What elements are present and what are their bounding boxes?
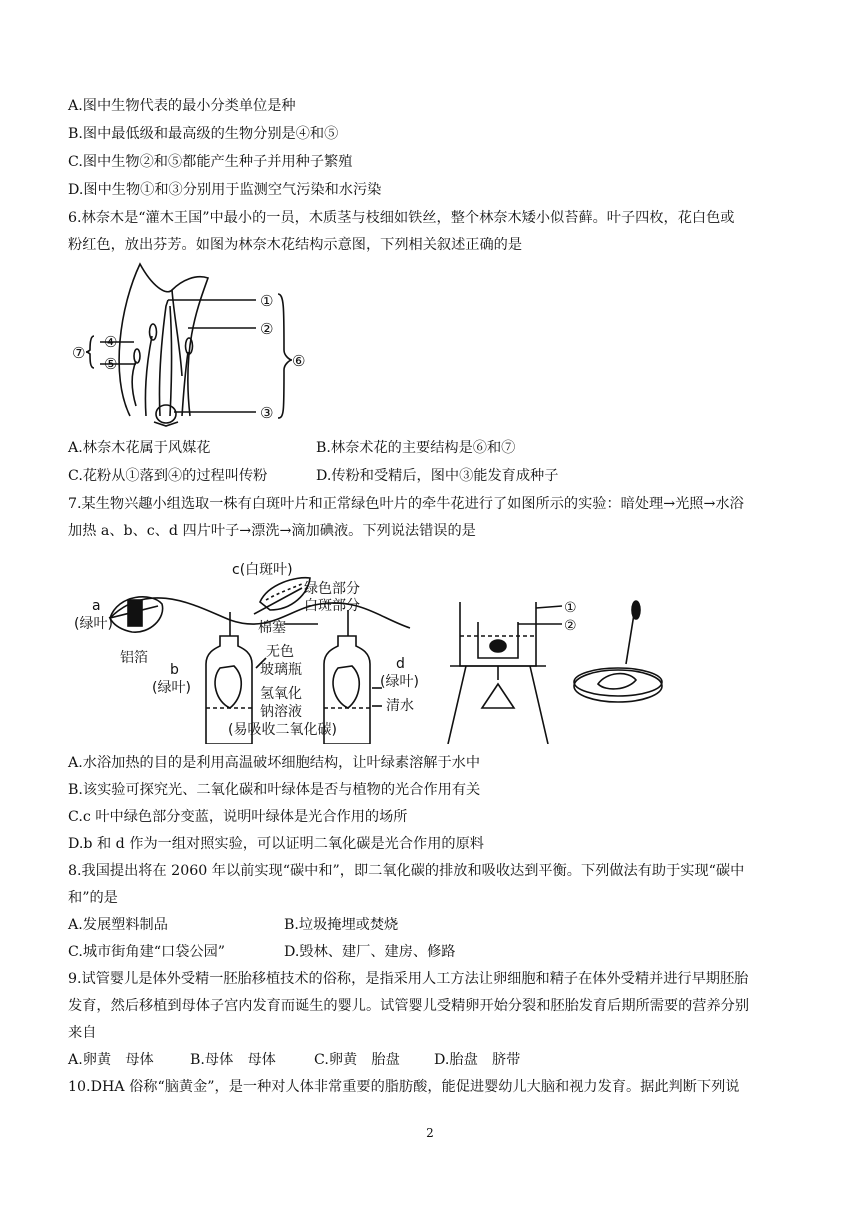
q7-stem-line-2: 加热 a、b、c、d 四片叶子→漂洗→滴加碘液。下列说法错误的是 [68,523,476,539]
green-part-label: 绿色部分 [304,581,360,597]
leaf-d-note: (绿叶) [380,674,419,690]
leaf-a-letter: a [92,598,101,614]
q8-stem-line-1: 8.我国提出将在 2060 年以前实现“碳中和”，即二氧化碳的排放和吸收达到平衡。下列做法有助于实现“碳中 [68,863,745,879]
q8-stem-line-2: 和”的是 [68,890,118,906]
q6-option-c: C.花粉从①落到④的过程叫传粉 [68,468,268,484]
beaker-label-2: ② [564,618,577,634]
q9-stem-line-1: 9.试管婴儿是体外受精一胚胎移植技术的俗称，是指采用人工方法让卵细胞和精子在体外受精并进行早期胚胎 [68,971,749,987]
q5-option-c: C.图中生物②和⑤都能产生种子并用种子繁殖 [68,154,353,170]
naoh-label-2: 钠溶液 [260,704,302,720]
naoh-label-1: 氢氧化 [260,686,302,702]
flower-label-5: ⑤ [104,355,118,373]
leaf-c-label: c(白斑叶) [232,562,293,578]
q7-stem-line-1: 7.某生物兴趣小组选取一株有白斑叶片和正常绿色叶片的牵牛花进行了如图所示的实验：暗处理→光照→水浴 [68,496,744,512]
q8-option-a: A.发展塑料制品 [68,917,168,933]
q6-stem-line-1: 6.林奈木是“灌木王国”中最小的一员，木质茎与枝细如铁丝，整个林奈木矮小似苔藓。叶子四枚，花白色或 [68,210,735,226]
q5-option-d: D.图中生物①和③分别用于监测空气污染和水污染 [68,182,382,198]
q7-option-c: C.c 叶中绿色部分变蓝，说明叶绿体是光合作用的场所 [68,809,408,825]
naoh-label-3: (易吸收二氧化碳) [228,722,337,738]
leaf-d-letter: d [396,656,405,672]
q6-stem-line-2: 粉红色，放出芬芳。如图为林奈木花结构示意图，下列相关叙述正确的是 [68,237,523,253]
q7-option-d: D.b 和 d 作为一组对照实验，可以证明二氧化碳是光合作用的原料 [68,836,484,852]
q9-stem-line-3: 来自 [68,1025,97,1041]
page-number: 2 [426,1126,434,1140]
bottle-label-2: 玻璃瓶 [260,662,302,678]
foil-label: 铝箔 [120,650,148,666]
q6-option-a: A.林奈木花属于风媒花 [68,440,211,456]
bottle-label-1: 无色 [266,644,294,660]
leaf-b-letter: b [170,662,179,678]
leaf-b-note: (绿叶) [152,680,191,696]
q9-option-d: D.胎盘 脐带 [434,1052,521,1068]
q7-option-b: B.该实验可探究光、二氧化碳和叶绿体是否与植物的光合作用有关 [68,782,481,798]
flower-structure-figure [70,256,310,428]
flower-label-1: ① [260,292,274,310]
leaf-a-note: (绿叶) [74,616,113,632]
q9-option-b: B.母体 母体 [190,1052,276,1068]
q5-option-a: A.图中生物代表的最小分类单位是种 [68,98,296,114]
q9-stem-line-2: 发育，然后移植到母体子宫内发育而诞生的婴儿。试管婴儿受精卵开始分裂和胚胎发育后期所需要的营养分别 [68,998,750,1014]
flower-label-4: ④ [104,333,118,351]
q6-option-d: D.传粉和受精后，图中③能发育成种子 [316,468,559,484]
q10-stem-line-1: 10.DHA 俗称“脑黄金”，是一种对人体非常重要的脂肪酸，能促进婴幼儿大脑和视力发育。据此判断下列说 [68,1079,740,1095]
q8-option-d: D.毁林、建厂、建房、修路 [284,944,456,960]
cotton-plug-label: 棉塞 [258,620,286,636]
q6-option-b: B.林奈术花的主要结构是⑥和⑦ [316,440,516,456]
white-part-label: 白斑部分 [304,598,360,614]
water-label: 清水 [386,698,414,714]
flower-label-3: ③ [260,404,274,422]
q5-option-b: B.图中最低级和最高级的生物分别是④和⑤ [68,126,339,142]
q8-option-c: C.城市街角建“口袋公园” [68,944,226,960]
flower-label-6: ⑥ [292,352,306,370]
beaker-label-1: ① [564,600,577,616]
photosynthesis-experiment-figure [70,548,670,744]
q7-option-a: A.水浴加热的目的是利用高温破坏细胞结构，让叶绿素溶解于水中 [68,755,481,771]
q9-option-c: C.卵黄 胎盘 [314,1052,400,1068]
flower-label-7: ⑦ [72,344,86,362]
flower-label-2: ② [260,320,274,338]
q9-option-a: A.卵黄 母体 [68,1052,154,1068]
q8-option-b: B.垃圾掩埋或焚烧 [284,917,399,933]
